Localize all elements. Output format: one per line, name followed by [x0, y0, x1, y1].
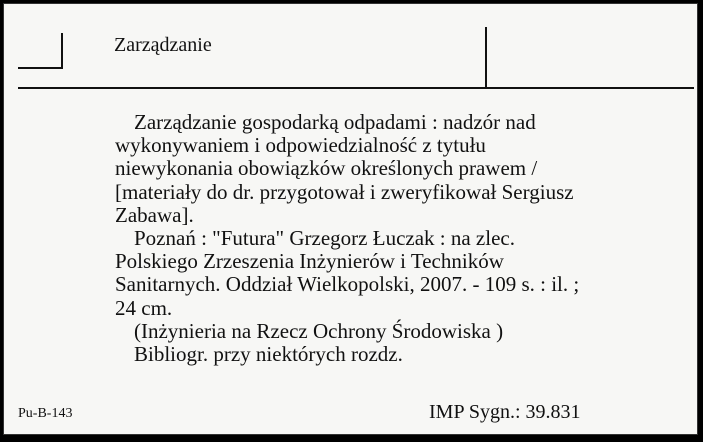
publication-info: Poznań : "Futura" Grzegorz Łuczak : na zlec. Polskiego Zrzeszenia Inżynierów i Techników Sanitarnych. Oddział Wielkopolski, 2007. - 109 s. : il. ; 24 cm.	[115, 226, 580, 320]
catalog-card	[3, 3, 698, 435]
corner-mark-vertical	[61, 33, 63, 69]
bibliography-note: Bibliogr. przy niektórych rozdz.	[134, 342, 403, 367]
card-body	[115, 111, 585, 366]
library-signature: IMP Sygn.: 39.831	[429, 401, 581, 423]
corner-mark-horizontal	[18, 67, 63, 69]
subject-heading: Zarządzanie	[114, 34, 212, 56]
series-statement: (Inżynieria na Rzecz Ochrony Środowiska )	[134, 318, 504, 343]
header-separator	[485, 27, 487, 88]
title-statement: Zarządzanie gospodarką odpadami : nadzór nad wykonywaniem i odpowiedzialność z tytułu niewykonania obowiązków określonych prawem / [materiały do dr. przygotował i zweryfikował Sergiusz Zabawa].	[115, 110, 574, 227]
header-rule	[18, 87, 694, 89]
call-number: Pu-B-143	[18, 406, 73, 421]
